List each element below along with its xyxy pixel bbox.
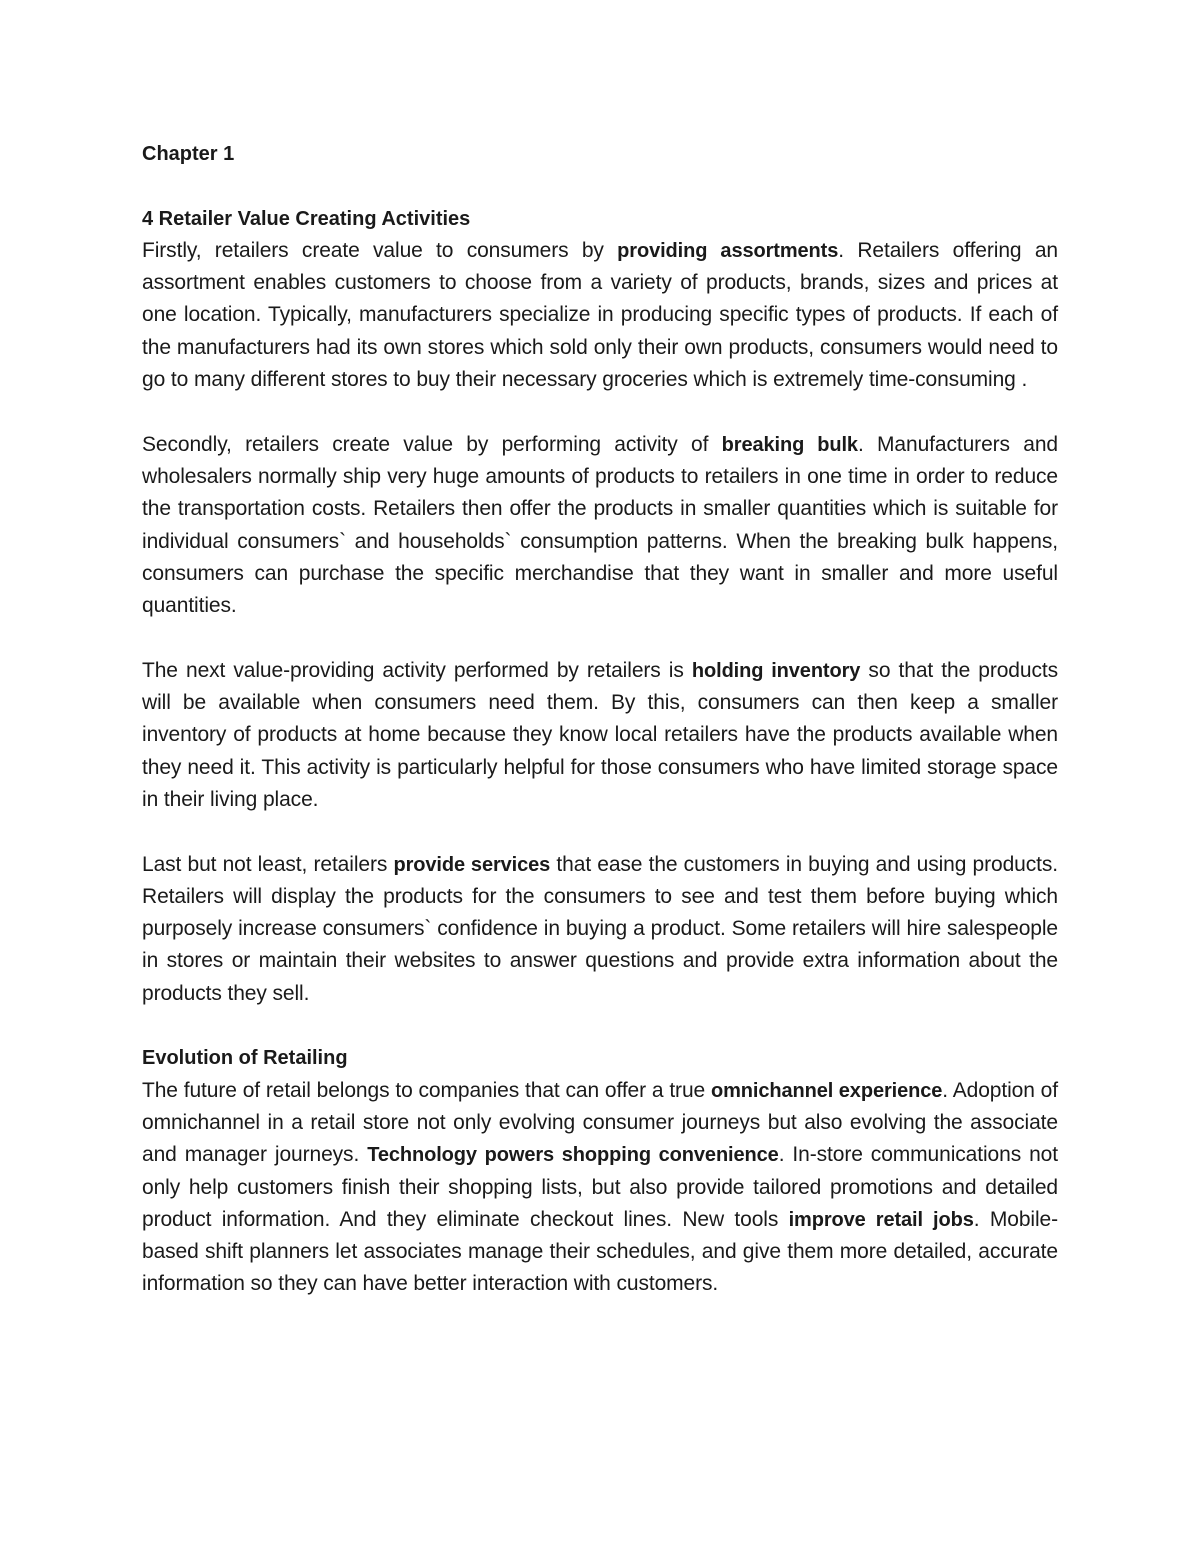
- paragraph-text: The next value-providing activity performed by retailers is: [142, 658, 692, 682]
- bold-term: provide services: [393, 853, 551, 876]
- paragraph-text: so that the products will be available when consumers need them. By this, consumers can then keep a smaller inventory of products at home because they know local retailers have the products available when they need it. This activity is particularly helpful for those consumers who have limited storage space in their living place.: [142, 658, 1058, 811]
- paragraph-text: . Retailers offering an assortment enables customers to choose from a variety of products, brands, sizes and prices at one location. Typically, manufacturers specialize in producing specific types of products. If each of the manufacturers had its own stores which sold only their own products, consumers would need to go to many different stores to buy their necessary groceries which is extremely time-consuming .: [142, 238, 1058, 392]
- document-page: [142, 138, 1058, 1301]
- paragraph-text: . Manufacturers and wholesalers normally ship very huge amounts of products to retailers in one time in order to reduce the transportation costs. Retailers then offer the products in smaller quantities which is suitable for individual consumers` and households` consumption patterns. When the breaking bulk happens, consumers can purchase the specific merchandise that they want in smaller and more useful quantities.: [142, 432, 1059, 618]
- paragraph-omnichannel: [142, 1075, 1058, 1301]
- paragraph-holding-inventory: [142, 655, 1058, 816]
- paragraph-text: The future of retail belongs to companies that can offer a true: [142, 1078, 711, 1102]
- paragraph-assortments: [142, 235, 1058, 396]
- bold-term: improve retail jobs: [788, 1208, 974, 1231]
- section-heading: 4 Retailer Value Creating Activities: [142, 207, 471, 230]
- section-evolution-of-retailing: [142, 1042, 1058, 1300]
- paragraph-text: . In-store communications not only help customers finish their shopping lists, but also provide tailored promotions and detailed product information. And they eliminate checkout lines. New tools: [142, 1143, 1058, 1231]
- spacer: [142, 622, 1058, 654]
- spacer: [142, 396, 1058, 428]
- bold-term: omnichannel experience: [710, 1079, 943, 1102]
- spacer: [142, 816, 1058, 848]
- paragraph-text: . Mobile-based shift planners let associates manage their schedules, and give them more detailed, accurate information so they can have better interaction with customers.: [142, 1207, 1059, 1296]
- paragraph-text: Secondly, retailers create value by performing activity of: [142, 432, 722, 456]
- paragraph-text: . Adoption of omnichannel in a retail store not only evolving consumer journeys but also evolving the associate and manager journeys.: [142, 1078, 1058, 1167]
- section-retailer-value: [142, 203, 1058, 1043]
- chapter-title: Chapter 1: [142, 143, 235, 165]
- bold-term: breaking bulk: [721, 433, 858, 456]
- section-heading: Evolution of Retailing: [142, 1047, 348, 1070]
- paragraph-breaking-bulk: [142, 429, 1058, 623]
- paragraph-text: Last but not least, retailers: [142, 852, 394, 876]
- bold-term: Technology powers shopping convenience: [367, 1144, 779, 1167]
- spacer: [142, 1010, 1058, 1042]
- paragraph-provide-services: [142, 849, 1058, 1010]
- spacer: [142, 170, 1058, 202]
- bold-term: providing assortments: [617, 239, 839, 262]
- bold-term: holding inventory: [691, 659, 861, 682]
- paragraph-text: that ease the customers in buying and using products. Retailers will display the products for the consumers to see and test them before buying which purposely increase consumers` confidence in buying a product. Some retailers will hire salespeople in stores or maintain their websites to answer questions and provide extra information about the products they sell.: [142, 852, 1058, 1005]
- paragraph-text: Firstly, retailers create value to consumers by: [142, 238, 618, 262]
